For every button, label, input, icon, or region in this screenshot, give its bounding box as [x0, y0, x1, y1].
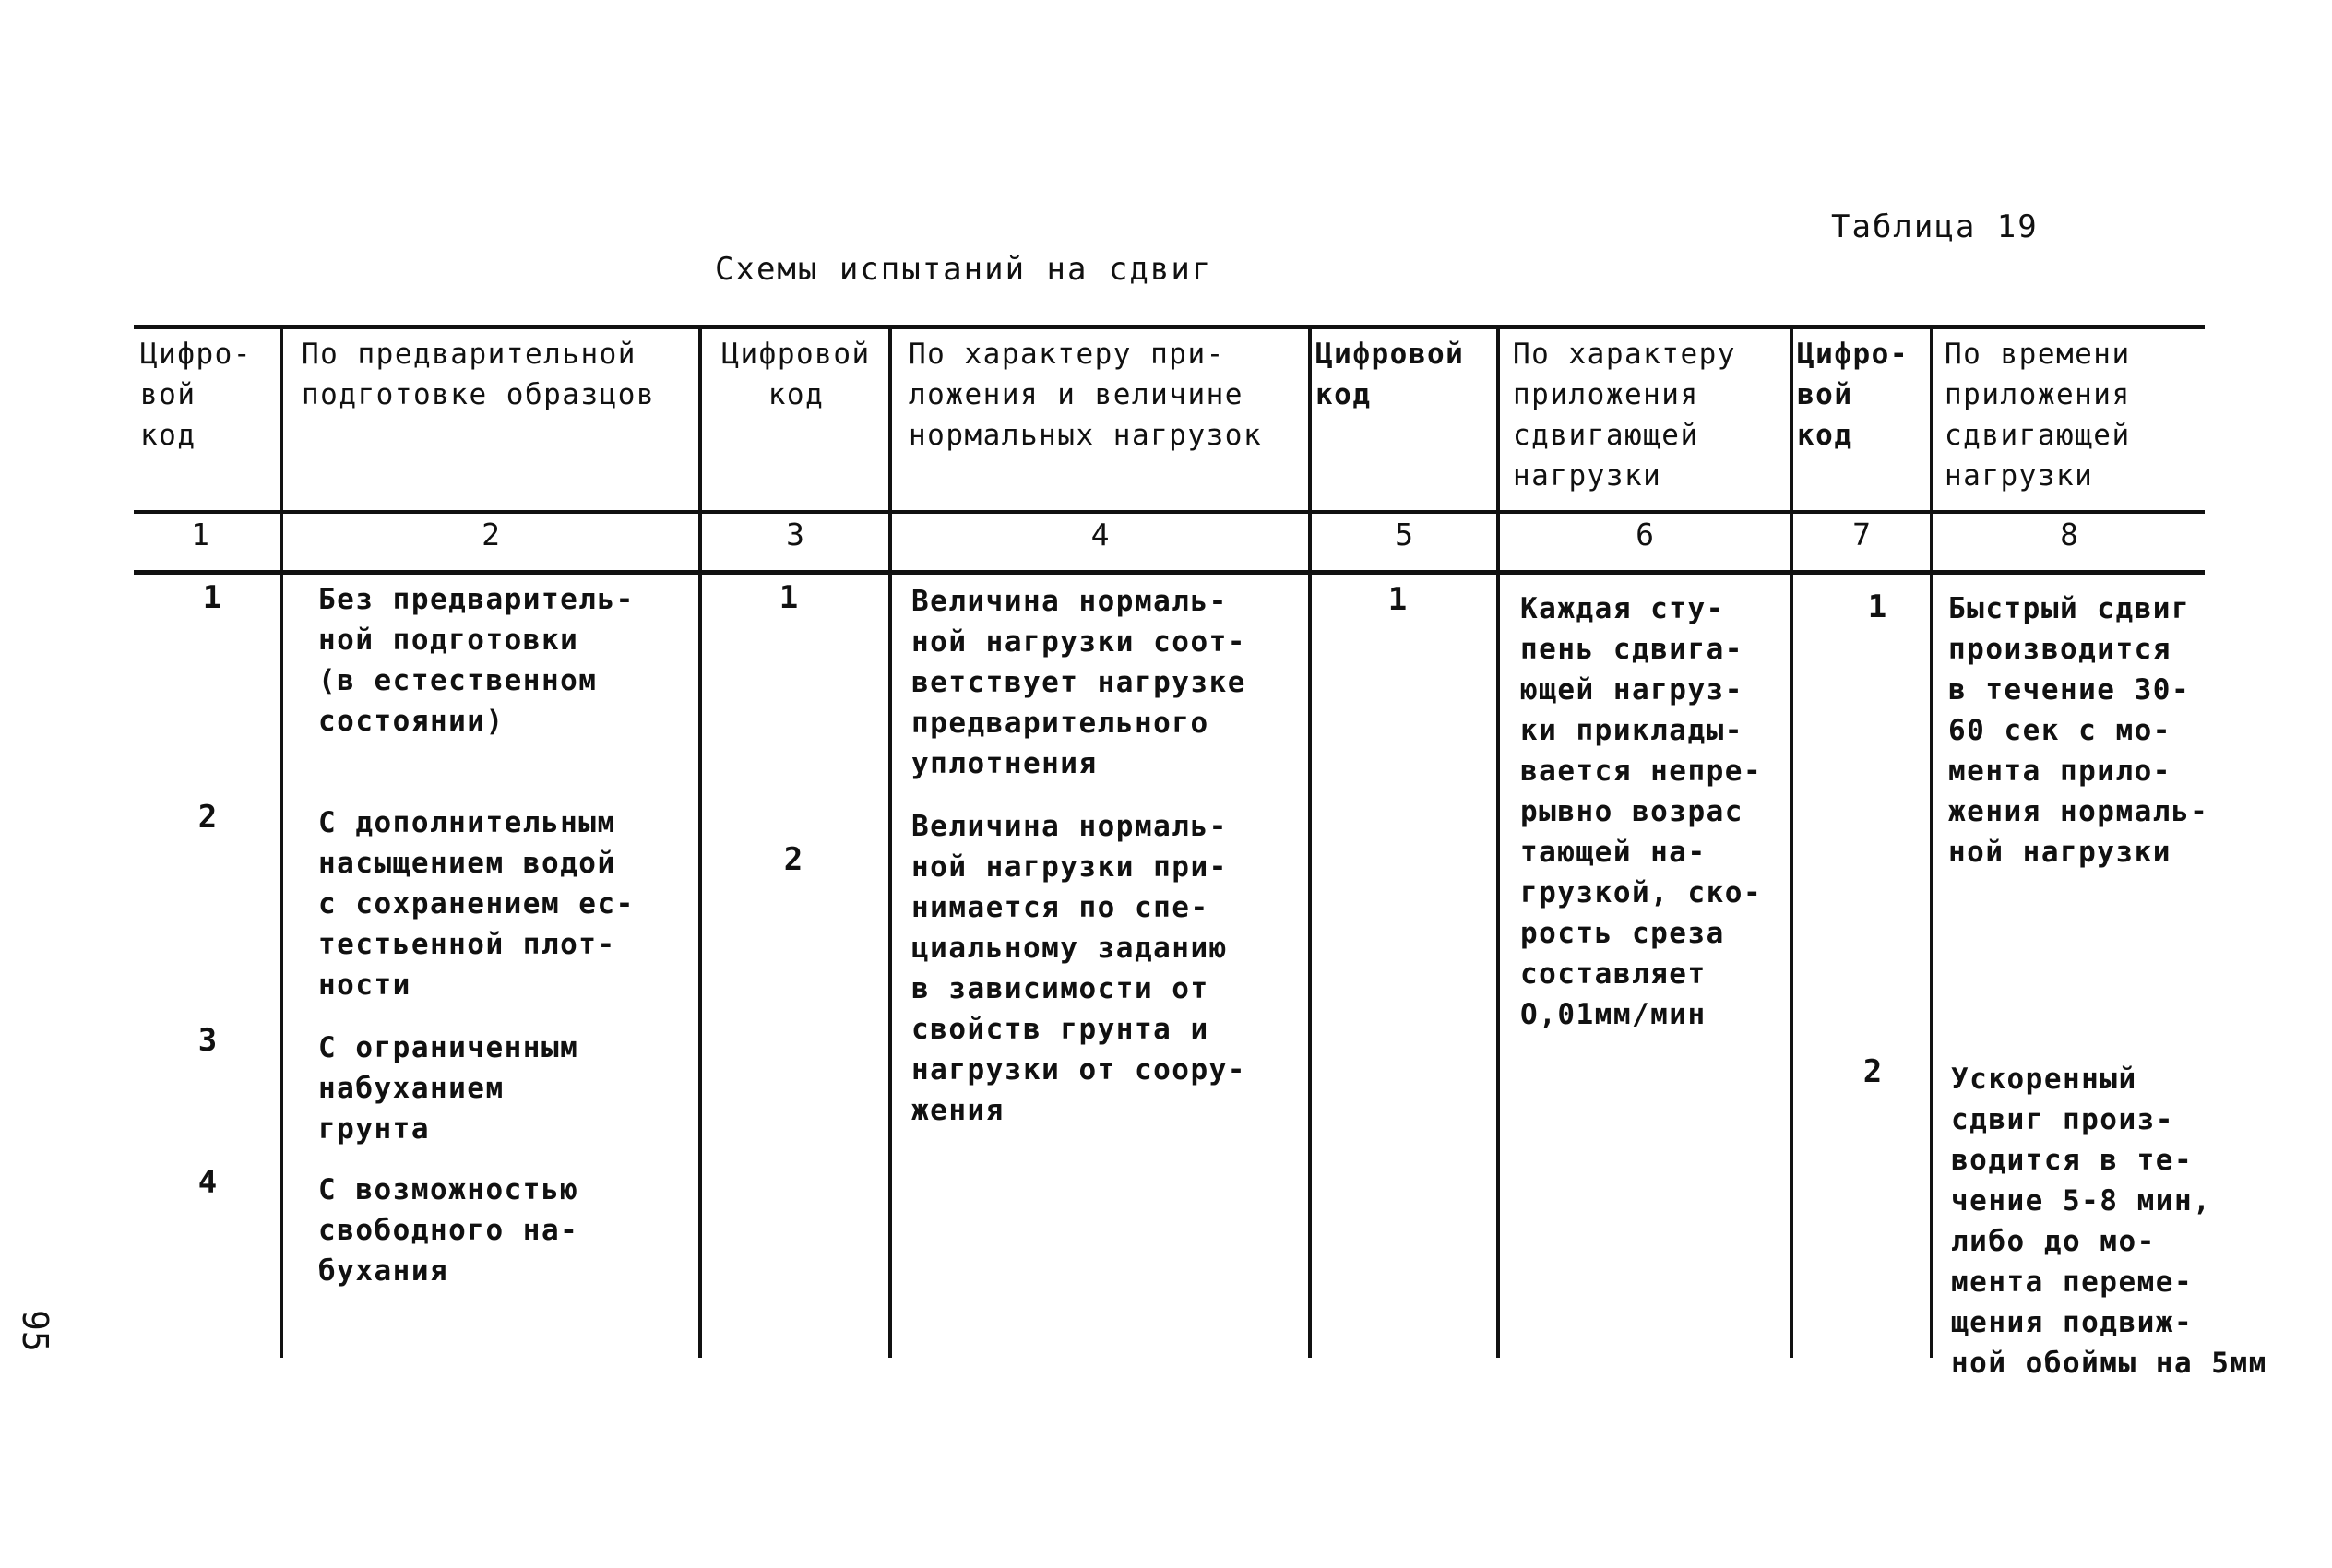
- code-1-row-4: 4: [197, 1164, 218, 1201]
- column-number-6: 6: [1636, 517, 1654, 552]
- preparation-item-3: С ограниченным набуханием грунта: [318, 1031, 579, 1146]
- column-divider-3: [888, 325, 892, 1358]
- column-number-4: 4: [1090, 517, 1110, 552]
- shear-time-item-1: Быстрый сдвиг производится в течение 30- 60 сек с мо- мента прило- жения нормаль- ной нагрузки: [1948, 592, 2209, 869]
- table-number: Таблица 19: [1831, 208, 2039, 245]
- header-code-7: Цифро- вой код: [1797, 338, 1909, 452]
- column-divider-2: [698, 325, 702, 1358]
- preparation-item-2: С дополнительным насыщением водой с сохранением ес- тестьенной плот- ности: [318, 806, 635, 1002]
- column-number-8: 8: [2060, 517, 2078, 552]
- column-number-2: 2: [482, 517, 500, 552]
- code-3-row-1: 1: [779, 579, 799, 616]
- table-caption: Схемы испытаний на сдвиг: [715, 251, 1213, 288]
- column-divider-1: [280, 325, 283, 1358]
- header-shear-load: По характеру приложения сдвигающей нагрузки: [1513, 338, 1736, 493]
- header-code-5: Цифровой код: [1315, 338, 1465, 411]
- shear-time-item-2: Ускоренный сдвиг произ- водится в те- чение 5-8 мин, либо до мо- мента переме- щения подвиж- ной обоймы на 5мм: [1951, 1063, 2267, 1380]
- header-preparation: По предварительной подготовке образцов: [302, 338, 656, 411]
- code-1-row-2: 2: [197, 799, 218, 836]
- header-normal-load: По характеру при- ложения и величине нормальных нагрузок: [909, 338, 1263, 452]
- table-top-rule: [134, 325, 2205, 329]
- code-7-row-2: 2: [1862, 1053, 1883, 1090]
- column-number-1: 1: [191, 517, 209, 552]
- code-7-row-1: 1: [1867, 588, 1887, 625]
- column-divider-5: [1496, 325, 1500, 1358]
- header-code-3: Цифровой код: [721, 338, 871, 411]
- header-code-1: Цифро- вой код: [140, 338, 252, 452]
- normal-load-item-2: Величина нормаль- ной нагрузки при- нимается по спе- циальному заданию в зависимости от свойств грунта и нагрузки от соору- жения: [911, 810, 1246, 1127]
- page-number: 95: [15, 1310, 55, 1352]
- normal-load-item-1: Величина нормаль- ной нагрузки соот- ветствует нагрузке предварительного уплотнения: [911, 585, 1246, 780]
- code-3-row-2: 2: [783, 841, 803, 878]
- column-number-3: 3: [786, 517, 804, 552]
- preparation-item-1: Без предваритель- ной подготовки (в естественном состоянии): [318, 583, 635, 738]
- column-number-5: 5: [1395, 517, 1413, 552]
- preparation-item-4: С возможностью свободного на- бухания: [318, 1173, 579, 1288]
- column-divider-6: [1790, 325, 1793, 1358]
- column-number-rule: [134, 570, 2205, 575]
- column-divider-4: [1308, 325, 1312, 1358]
- column-divider-7: [1930, 325, 1933, 1358]
- code-1-row-1: 1: [202, 579, 222, 616]
- code-5-row-1: 1: [1387, 581, 1408, 618]
- header-bottom-rule: [134, 510, 2205, 514]
- code-1-row-3: 3: [197, 1022, 218, 1059]
- shear-load-item-1: Каждая сту- пень сдвига- ющей нагруз- ки приклады- вается непре- рывно возрас тающей на- грузкой, ско- рость среза составляет O,01мм/мин: [1520, 592, 1763, 1031]
- header-shear-time: По времени приложения сдвигающей нагрузки: [1945, 338, 2131, 493]
- column-number-7: 7: [1852, 517, 1871, 552]
